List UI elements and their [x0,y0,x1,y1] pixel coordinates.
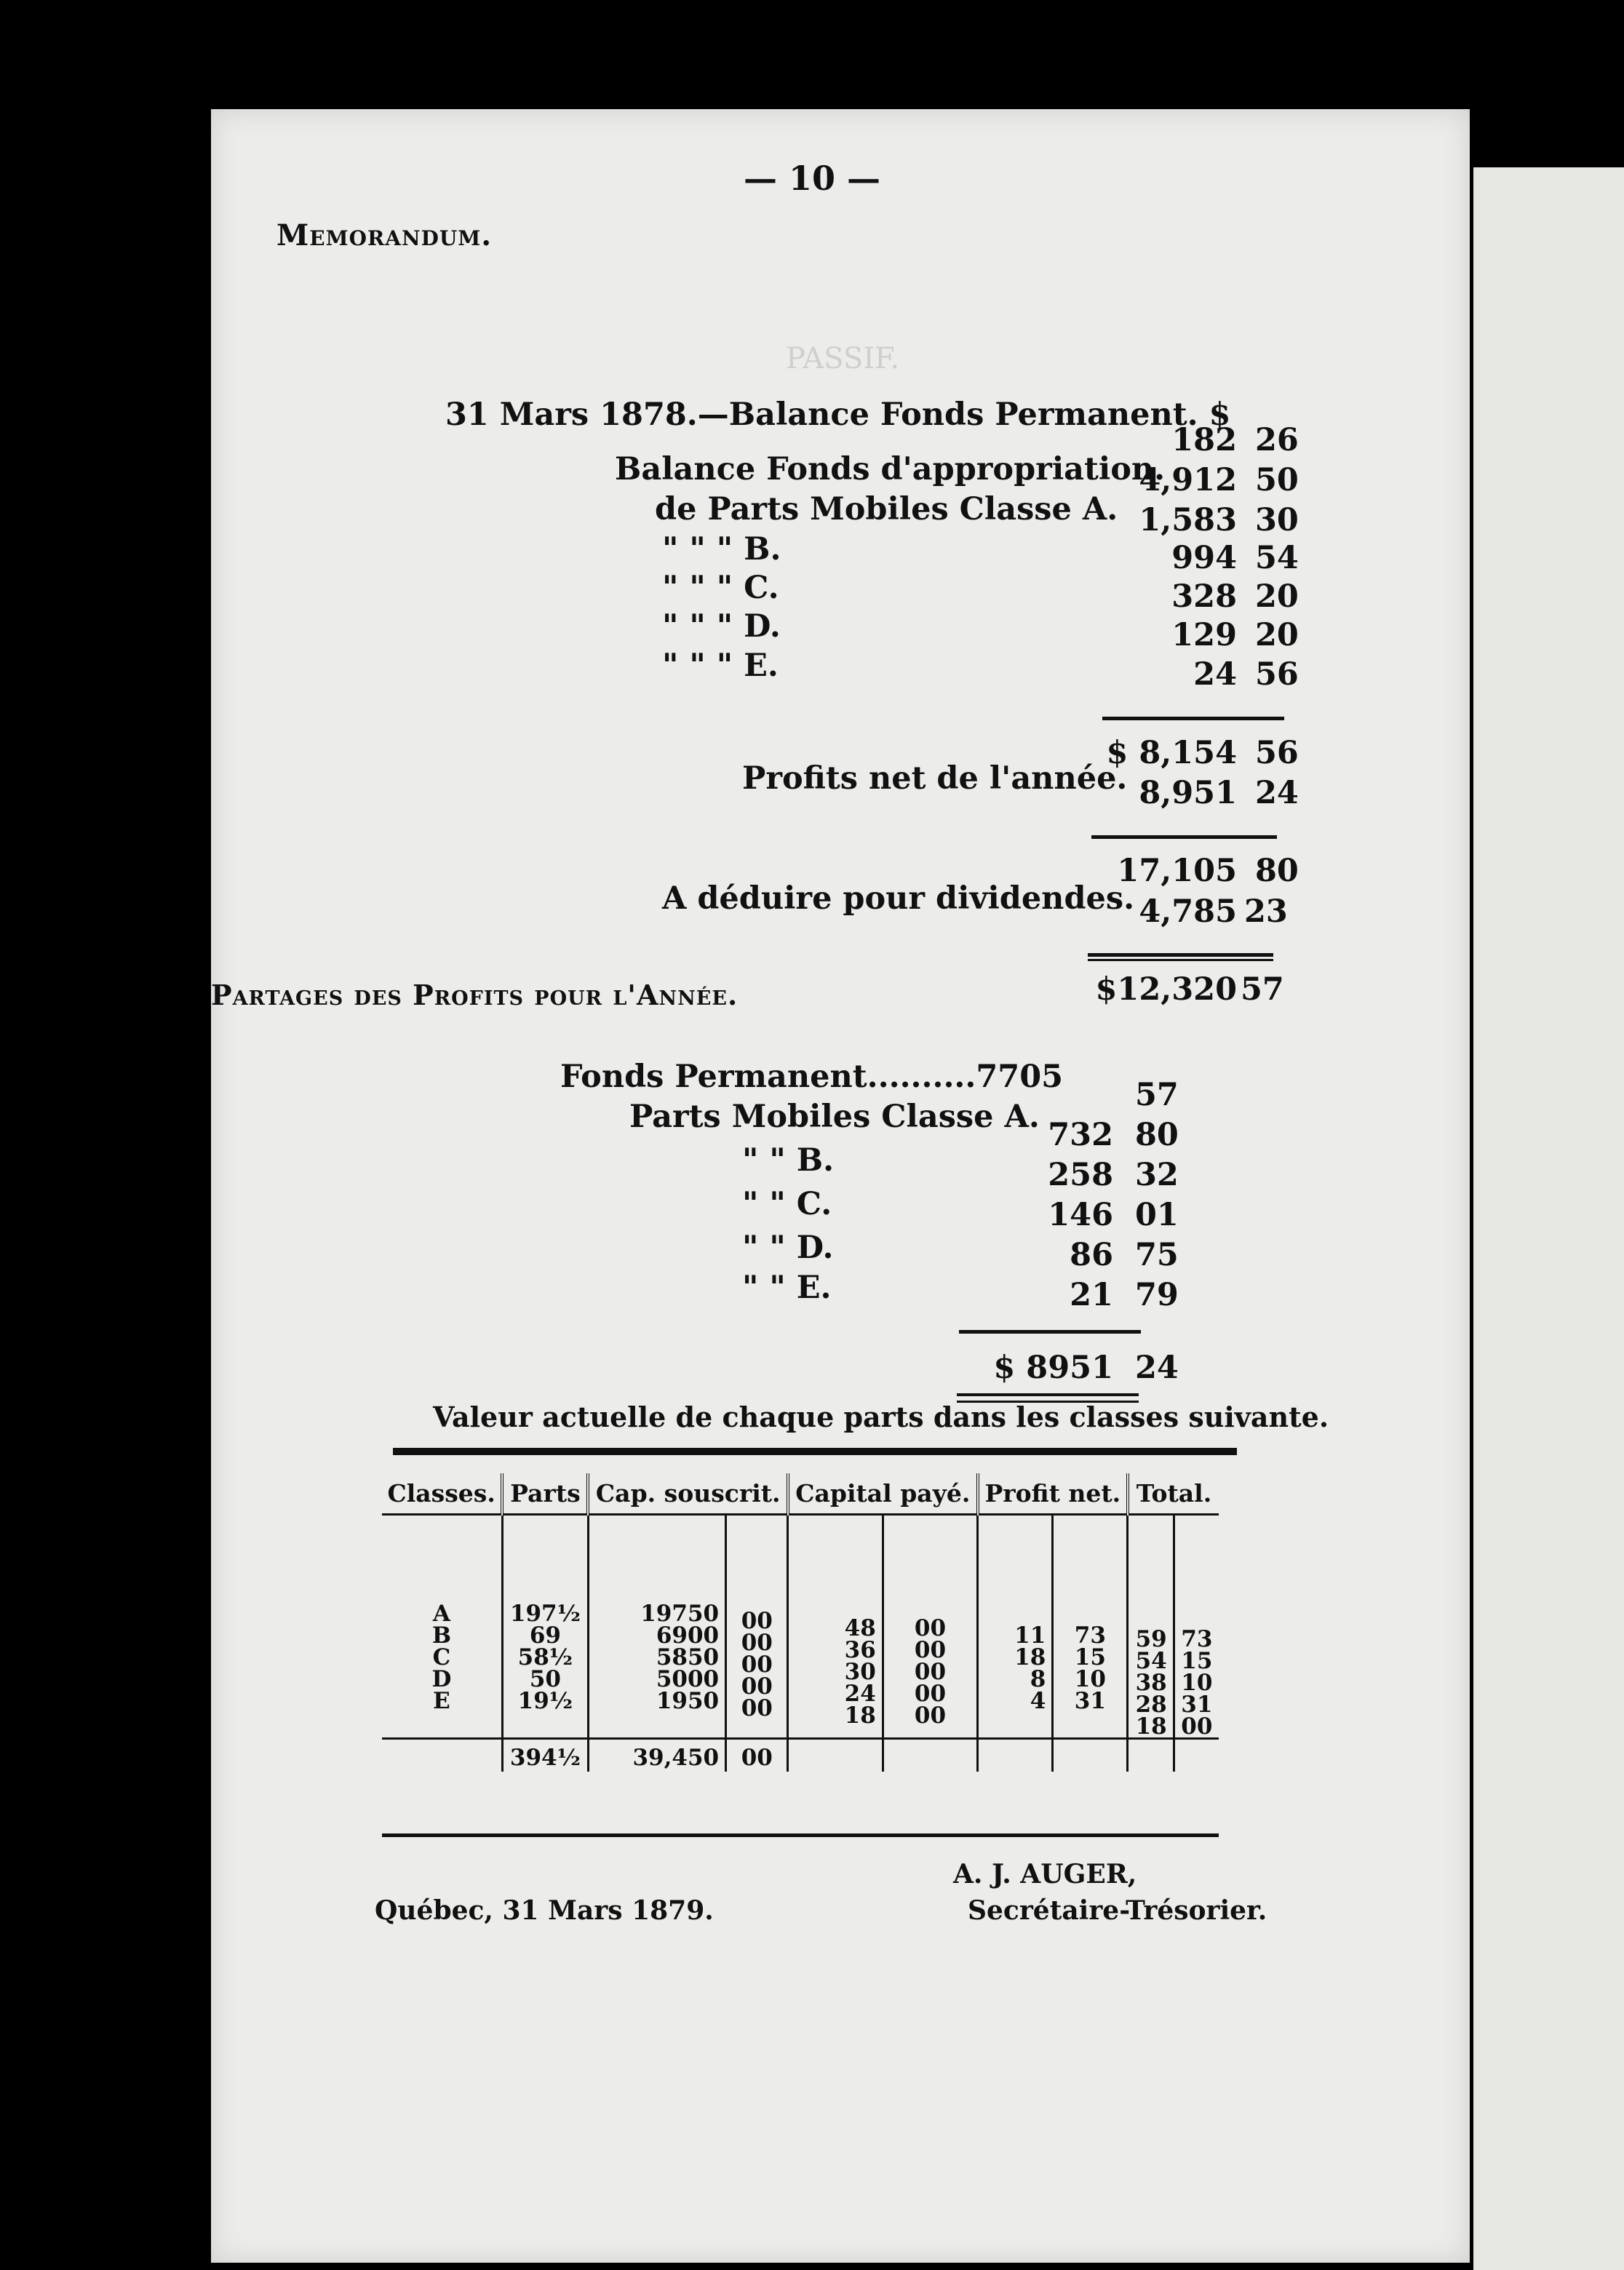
partage-line-dollars: 732 [1048,1117,1113,1153]
profits-label: Profits net de l'année. [742,760,1128,797]
memo-line-cents: 30 [1255,502,1299,538]
page-number: — 10 — [743,159,881,198]
memo-line-cents: 26 [1255,422,1299,458]
partage-line-dollars: 146 [1048,1197,1113,1233]
profit-dollars-cell: 11 18 8 4 [978,1515,1053,1739]
profits-cents: 24 [1255,775,1299,811]
deduct-label: A déduire pour dividendes. [662,880,1135,917]
total-row-empty [1128,1739,1174,1772]
partage-line-dollars: 258 [1048,1157,1113,1193]
deduct-dollars: 4,785 [1139,893,1237,930]
balance-dollars: $12,320 [1095,971,1237,1008]
memo-sum-cents: 80 [1255,853,1299,889]
partage-line-label: " " E. [742,1270,832,1306]
total-row-cap-dollars: 39,450 [588,1739,725,1772]
paye-dollars-cell: 48 36 30 24 18 [788,1515,883,1739]
total-row-empty [883,1739,977,1772]
memo-line-dollars: 24 [1193,656,1237,693]
col-header: Classes. [382,1473,502,1515]
memo-line-label: " " " B. [662,531,781,568]
table-title: Valeur actuelle de chaque parts dans les classes suivante. [433,1401,1329,1433]
partage-line-label: " " D. [742,1230,834,1266]
memo-line-dollars: 4,912 [1139,462,1237,498]
profits-dollars: 8,951 [1139,775,1237,811]
memo-subtotal-dollars: $ 8,154 [1106,735,1237,771]
total-row-empty [978,1739,1053,1772]
partage-line-cents: 01 [1135,1197,1179,1233]
rule [1091,835,1277,839]
total-row-cap-cents: 00 [726,1739,788,1772]
rule [1102,717,1284,720]
memo-line-dollars: 994 [1171,540,1237,576]
memo-line-cents: 56 [1255,656,1299,693]
total-row-empty [788,1739,883,1772]
partage-line-label: Parts Mobiles Classe A. [629,1099,1040,1135]
memo-line-label: de Parts Mobiles Classe A. [655,491,1118,527]
balance-cents: 57 [1241,971,1284,1008]
memo-line-dollars: 328 [1171,578,1237,615]
memo-line-label: Balance Fonds d'appropriation. [615,451,1166,487]
rule [959,1330,1141,1334]
table-top-rule [393,1448,1237,1455]
profit-cents-cell: 73 15 10 31 [1053,1515,1128,1739]
signatory-title: Secrétaire-Trésorier. [968,1895,1267,1926]
partage-line-cents: 79 [1135,1277,1179,1313]
memo-line-cents: 50 [1255,462,1299,498]
col-header: Parts [502,1473,588,1515]
partage-line-label: " " C. [742,1186,832,1222]
memo-heading: Memorandum. [276,218,493,252]
rule [1088,959,1273,961]
place-date: Québec, 31 Mars 1879. [375,1895,714,1926]
cap-cents-cell: 00 00 00 00 00 [726,1515,788,1739]
partage-line-label: " " B. [742,1142,835,1179]
signatory-name: A. J. AUGER, [953,1859,1137,1889]
classes-cell: A B C D E [431,1601,452,1714]
total-dollars-cell: 59 54 38 28 18 [1128,1515,1174,1739]
memo-line-cents: 20 [1255,578,1299,615]
memo-sum-dollars: 17,105 [1117,853,1237,889]
rule [957,1393,1139,1396]
col-header: Capital payé. [788,1473,978,1515]
rule [1088,953,1273,957]
partage-line-cents: 80 [1135,1117,1179,1153]
memo-line-dollars: 1,583 [1139,502,1237,538]
total-row-empty [1053,1739,1128,1772]
parts-cell: 197½ 69 58½ 50 19½ [502,1515,588,1739]
facing-page-edge [1473,167,1624,2270]
partage-line-dollars: 21 [1070,1277,1113,1313]
partage-line-cents: 57 [1135,1077,1179,1113]
deduct-cents: 23 [1244,893,1288,930]
memo-subtotal-cents: 56 [1255,735,1299,771]
bleed-through: PASSIF. [786,342,900,375]
total-cents-cell: 73 15 10 31 00 [1174,1515,1219,1739]
memo-line-cents: 54 [1255,540,1299,576]
partage-total-dollars: $ 8951 [993,1350,1113,1386]
values-table [382,1473,1219,1772]
memo-line-label: " " " E. [662,648,779,684]
partage-line-cents: 75 [1135,1237,1179,1273]
partage-line-cents: 32 [1135,1157,1179,1193]
col-header: Cap. souscrit. [588,1473,787,1515]
total-row-empty [1174,1739,1219,1772]
memo-line-label: 31 Mars 1878.—Balance Fonds Permanent. $ [445,397,1231,433]
cap-dollars-cell: 19750 6900 5850 5000 1950 [588,1515,725,1739]
col-header: Total. [1128,1473,1219,1515]
partage-line-dollars: 86 [1070,1237,1113,1273]
partage-total-cents: 24 [1135,1350,1179,1386]
memo-line-dollars: 182 [1171,422,1237,458]
total-row-parts: 394½ [502,1739,588,1772]
col-header: Profit net. [978,1473,1128,1515]
memo-line-cents: 20 [1255,617,1299,653]
table-bottom-rule [382,1833,1219,1837]
memo-line-label: " " " C. [662,570,779,606]
paye-cents-cell: 00 00 00 00 00 [883,1515,977,1739]
memo-line-dollars: 129 [1171,617,1237,653]
partage-line-label: Fonds Permanent..........7705 [560,1059,1064,1095]
partage-heading: Partages des Profits pour l'Année. [211,979,739,1011]
memo-line-label: " " " D. [662,608,781,645]
total-row-empty [382,1739,502,1772]
